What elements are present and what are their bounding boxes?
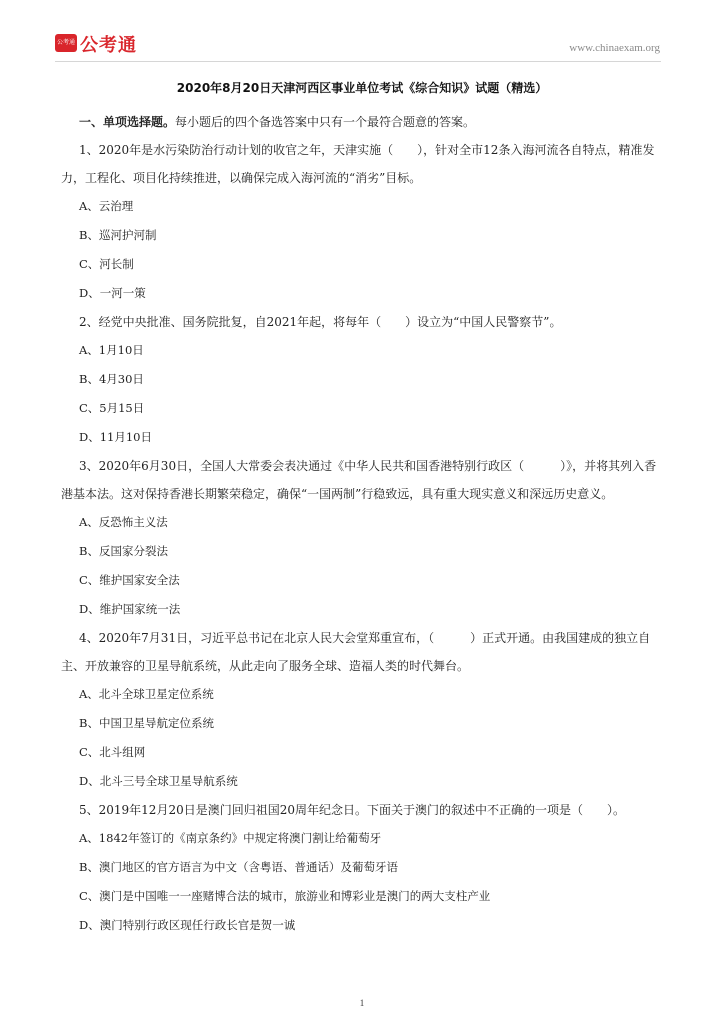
document-body [61, 108, 662, 940]
logo-badge-icon: 公考通 [55, 34, 77, 52]
answer-option: D、北斗三号全球卫星导航系统 [79, 774, 238, 788]
section-instruction: 每小题后的四个备选答案中只有一个最符合题意的答案。 [175, 115, 476, 129]
answer-option: B、中国卫星导航定位系统 [79, 716, 214, 730]
answer-option: C、维护国家安全法 [79, 573, 180, 587]
answer-option: B、4月30日 [79, 372, 144, 386]
document-title: 2020年8月20日天津河西区事业单位考试《综合知识》试题（精选） [176, 81, 548, 95]
answer-option: B、巡河护河制 [79, 228, 157, 242]
site-url: www.chinaexam.org [569, 42, 660, 54]
answer-option: D、澳门特别行政区现任行政长官是贺一诚 [79, 918, 296, 932]
answer-option: A、1月10日 [79, 343, 144, 357]
answer-option: B、澳门地区的官方语言为中文（含粤语、普通话）及葡萄牙语 [79, 860, 398, 874]
question-stem: 5、2019年12月20日是澳门回归祖国20周年纪念日。下面关于澳门的叙述中不正确的一项是（ ）。 [79, 803, 625, 817]
question-stem: 1、2020年是水污染防治行动计划的收官之年，天津实施（ ），针对全市12条入海河流各自特点，精准发力，工程化、项目化持续推进，以确保完成入海河流的“消劣”目标。 [61, 143, 655, 185]
question-stem: 3、2020年6月30日，全国人大常委会表决通过《中华人民共和国香港特别行政区（ ）》，并将其列入香港基本法。这对保持香港长期繁荣稳定，确保“一国两制”行稳致远，具有重大现实意义和深远历史意义。 [61, 459, 657, 501]
logo-text: 公考通 [80, 35, 137, 56]
answer-option: B、反国家分裂法 [79, 544, 168, 558]
question-stem: 4、2020年7月31日，习近平总书记在北京人民大会堂郑重宣布，（ ）正式开通。由我国建成的独立自主、开放兼容的卫星导航系统，从此走向了服务全球、造福人类的时代舞台。 [61, 631, 651, 673]
header-divider [55, 61, 661, 62]
page-number: 1 [359, 998, 365, 1008]
answer-option: D、维护国家统一法 [79, 602, 181, 616]
answer-option: C、北斗组网 [79, 745, 146, 759]
answer-option: D、11月10日 [79, 430, 152, 444]
question-stem: 2、经党中央批准、国务院批复，自2021年起，将每年（ ）设立为“中国人民警察节”。 [79, 315, 562, 329]
answer-option: A、1842年签订的《南京条约》中规定将澳门割让给葡萄牙 [79, 831, 382, 845]
answer-option: C、澳门是中国唯一一座赌博合法的城市，旅游业和博彩业是澳门的两大支柱产业 [79, 889, 491, 903]
answer-option: A、云治理 [79, 199, 134, 213]
answer-option: A、北斗全球卫星定位系统 [79, 687, 214, 701]
answer-option: D、一河一策 [79, 286, 146, 300]
answer-option: A、反恐怖主义法 [79, 515, 168, 529]
answer-option: C、5月15日 [79, 401, 145, 415]
section-heading [61, 108, 662, 136]
answer-option: C、河长制 [79, 257, 134, 271]
page-header [0, 0, 724, 60]
section-heading-label: 一、单项选择题。 [79, 115, 176, 129]
